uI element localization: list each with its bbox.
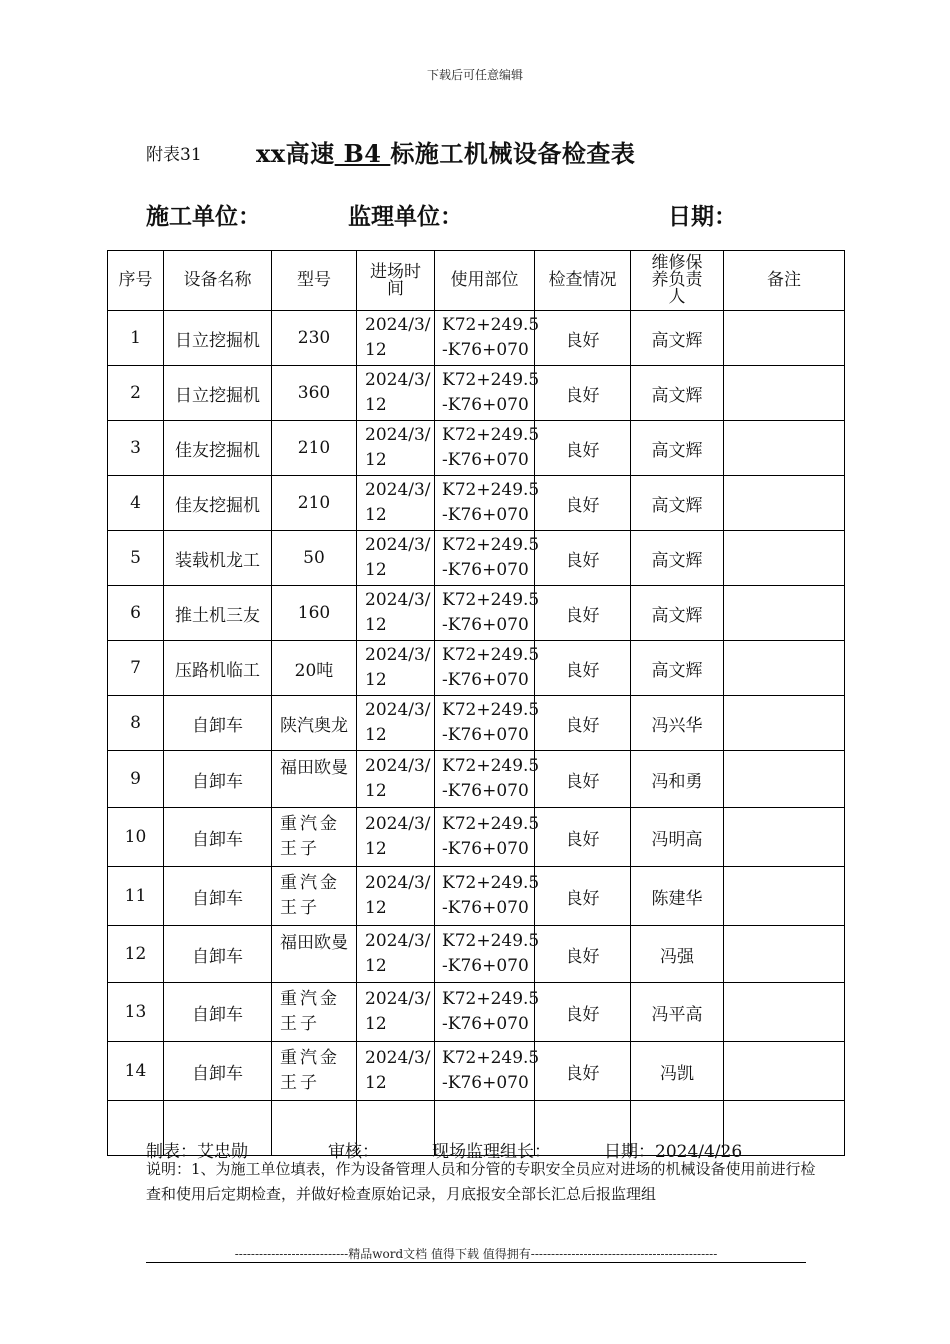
cell-entry-date: 2024/3/ 12 — [357, 366, 435, 421]
document-title — [256, 134, 635, 169]
cell-name: 佳友挖掘机 — [164, 476, 272, 531]
table-row — [108, 983, 845, 1042]
cell-name: 自卸车 — [164, 751, 272, 808]
cell-remark — [724, 751, 845, 808]
cell-check: 良好 — [535, 476, 631, 531]
cell-person: 冯明高 — [631, 808, 724, 867]
cell-remark — [724, 586, 845, 641]
cell-position: K72+249.5 -K76+070 — [435, 311, 535, 366]
cell-entry-date: 2024/3/ 12 — [357, 808, 435, 867]
cell-check: 良好 — [535, 751, 631, 808]
cell-position: K72+249.5 -K76+070 — [435, 531, 535, 586]
cell-entry-date: 2024/3/ 12 — [357, 531, 435, 586]
supervisor-label: 现场监理组长： — [432, 1142, 551, 1162]
cell-no: 8 — [108, 696, 164, 751]
cell-remark — [724, 983, 845, 1042]
cell-entry-date: 2024/3/ 12 — [357, 696, 435, 751]
construction-unit-label: 施工单位： — [146, 203, 261, 230]
cell-person: 高文辉 — [631, 531, 724, 586]
cell-no: 10 — [108, 808, 164, 867]
cell-person: 高文辉 — [631, 641, 724, 696]
cell-name: 自卸车 — [164, 696, 272, 751]
cell-check: 良好 — [535, 867, 631, 926]
cell-no: 7 — [108, 641, 164, 696]
cell-position: K72+249.5 -K76+070 — [435, 867, 535, 926]
cell-name: 自卸车 — [164, 1042, 272, 1101]
table-row — [108, 926, 845, 983]
cell-model: 重汽金王子 — [272, 983, 357, 1042]
supervision-unit-label: 监理单位： — [348, 203, 463, 230]
cell-no: 13 — [108, 983, 164, 1042]
cell-check: 良好 — [535, 1042, 631, 1101]
cell-name: 装载机龙工 — [164, 531, 272, 586]
made-by: 制表：艾忠勋 — [146, 1142, 248, 1162]
page-footer-text: ----------------------------精品word文档 值得下载 值得拥有---------------------------------------------- — [234, 1247, 718, 1261]
header-no: 序号 — [108, 251, 164, 311]
cell-entry-date: 2024/3/ 12 — [357, 751, 435, 808]
cell-model: 福田欧曼 — [272, 926, 357, 983]
cell-remark — [724, 808, 845, 867]
title-prefix: xx高速 — [256, 139, 335, 168]
cell-person: 冯兴华 — [631, 696, 724, 751]
cell-remark — [724, 696, 845, 751]
cell-person: 高文辉 — [631, 421, 724, 476]
header-remark: 备注 — [724, 251, 845, 311]
cell-name: 佳友挖掘机 — [164, 421, 272, 476]
cell-check: 良好 — [535, 696, 631, 751]
cell-no: 9 — [108, 751, 164, 808]
cell-position: K72+249.5 -K76+070 — [435, 586, 535, 641]
cell-model: 20吨 — [272, 641, 357, 696]
cell-check: 良好 — [535, 366, 631, 421]
equipment-inspection-table — [107, 250, 845, 1156]
table-row — [108, 1042, 845, 1101]
cell-position: K72+249.5 -K76+070 — [435, 808, 535, 867]
cell-check: 良好 — [535, 586, 631, 641]
cell-remark — [724, 421, 845, 476]
cell-name: 压路机临工 — [164, 641, 272, 696]
cell-person: 冯平高 — [631, 983, 724, 1042]
page-footer-rule — [146, 1262, 806, 1263]
table-row — [108, 586, 845, 641]
header-entry-date: 进场时间 — [357, 251, 435, 311]
cell-no: 5 — [108, 531, 164, 586]
cell-no: 1 — [108, 311, 164, 366]
cell-model: 福田欧曼 — [272, 751, 357, 808]
cell-model: 重汽金王子 — [272, 1042, 357, 1101]
cell-remark — [724, 641, 845, 696]
table-row — [108, 421, 845, 476]
table-row — [108, 867, 845, 926]
cell-person: 高文辉 — [631, 476, 724, 531]
cell-remark — [724, 311, 845, 366]
cell-model: 360 — [272, 366, 357, 421]
cell-position: K72+249.5 -K76+070 — [435, 926, 535, 983]
cell-name: 自卸车 — [164, 808, 272, 867]
table-row — [108, 311, 845, 366]
cell-entry-date: 2024/3/ 12 — [357, 867, 435, 926]
cell-model: 230 — [272, 311, 357, 366]
cell-model: 重汽金王子 — [272, 808, 357, 867]
cell-model: 50 — [272, 531, 357, 586]
table-row — [108, 641, 845, 696]
table-header-row — [108, 251, 845, 311]
cell-check: 良好 — [535, 926, 631, 983]
cell-entry-date: 2024/3/ 12 — [357, 586, 435, 641]
cell-person: 高文辉 — [631, 311, 724, 366]
cell-entry-date: 2024/3/ 12 — [357, 641, 435, 696]
title-section: B4 — [334, 139, 391, 168]
table-row — [108, 751, 845, 808]
cell-position: K72+249.5 -K76+070 — [435, 983, 535, 1042]
cell-person: 冯和勇 — [631, 751, 724, 808]
table-row — [108, 808, 845, 867]
footer-date: 日期：2024/4/26 — [604, 1142, 743, 1162]
cell-no: 4 — [108, 476, 164, 531]
cell-model: 210 — [272, 476, 357, 531]
cell-no: 12 — [108, 926, 164, 983]
cell-person: 高文辉 — [631, 366, 724, 421]
title-suffix: 标施工机械设备检查表 — [390, 139, 636, 168]
cell-check: 良好 — [535, 421, 631, 476]
cell-entry-date: 2024/3/ 12 — [357, 421, 435, 476]
cell-person: 冯凯 — [631, 1042, 724, 1101]
header-position: 使用部位 — [435, 251, 535, 311]
cell-person: 高文辉 — [631, 586, 724, 641]
date-label: 日期： — [668, 203, 737, 230]
cell-entry-date: 2024/3/ 12 — [357, 1042, 435, 1101]
cell-entry-date: 2024/3/ 12 — [357, 983, 435, 1042]
cell-no: 14 — [108, 1042, 164, 1101]
table-row — [108, 476, 845, 531]
cell-check: 良好 — [535, 808, 631, 867]
cell-person: 冯强 — [631, 926, 724, 983]
cell-remark — [724, 476, 845, 531]
cell-name: 自卸车 — [164, 926, 272, 983]
cell-remark — [724, 531, 845, 586]
instructions-note: 说明：1、为施工单位填表，作为设备管理人员和分管的专职安全员应对进场的机械设备使用前进行检查和使用后定期检查，并做好检查原始记录，月底报安全部长汇总后报监理组 — [146, 1160, 816, 1203]
page-header-note: 下载后可任意编辑 — [426, 68, 523, 82]
cell-position: K72+249.5 -K76+070 — [435, 476, 535, 531]
cell-name: 推土机三友 — [164, 586, 272, 641]
cell-name: 自卸车 — [164, 867, 272, 926]
cell-model: 210 — [272, 421, 357, 476]
cell-check: 良好 — [535, 983, 631, 1042]
appendix-label: 附表31 — [146, 145, 202, 165]
cell-remark — [724, 366, 845, 421]
cell-no: 11 — [108, 867, 164, 926]
cell-entry-date: 2024/3/ 12 — [357, 926, 435, 983]
header-check: 检查情况 — [535, 251, 631, 311]
cell-name: 日立挖掘机 — [164, 366, 272, 421]
header-model: 型号 — [272, 251, 357, 311]
review-label: 审核： — [328, 1142, 379, 1162]
cell-name: 日立挖掘机 — [164, 311, 272, 366]
cell-entry-date: 2024/3/ 12 — [357, 311, 435, 366]
header-person: 维修保养负责人 — [631, 251, 724, 311]
cell-check: 良好 — [535, 531, 631, 586]
cell-model: 重汽金王子 — [272, 867, 357, 926]
cell-position: K72+249.5 -K76+070 — [435, 696, 535, 751]
cell-model: 160 — [272, 586, 357, 641]
table-row — [108, 531, 845, 586]
cell-position: K72+249.5 -K76+070 — [435, 641, 535, 696]
cell-position: K72+249.5 -K76+070 — [435, 421, 535, 476]
cell-person: 陈建华 — [631, 867, 724, 926]
cell-check: 良好 — [535, 641, 631, 696]
cell-position: K72+249.5 -K76+070 — [435, 1042, 535, 1101]
table-row — [108, 366, 845, 421]
header-name: 设备名称 — [164, 251, 272, 311]
cell-no: 3 — [108, 421, 164, 476]
cell-entry-date: 2024/3/ 12 — [357, 476, 435, 531]
cell-position: K72+249.5 -K76+070 — [435, 366, 535, 421]
cell-model: 陕汽奥龙 — [272, 696, 357, 751]
cell-remark — [724, 867, 845, 926]
cell-check: 良好 — [535, 311, 631, 366]
cell-no: 6 — [108, 586, 164, 641]
table-row — [108, 696, 845, 751]
cell-no: 2 — [108, 366, 164, 421]
cell-remark — [724, 926, 845, 983]
cell-position: K72+249.5 -K76+070 — [435, 751, 535, 808]
cell-name: 自卸车 — [164, 983, 272, 1042]
cell-remark — [724, 1042, 845, 1101]
